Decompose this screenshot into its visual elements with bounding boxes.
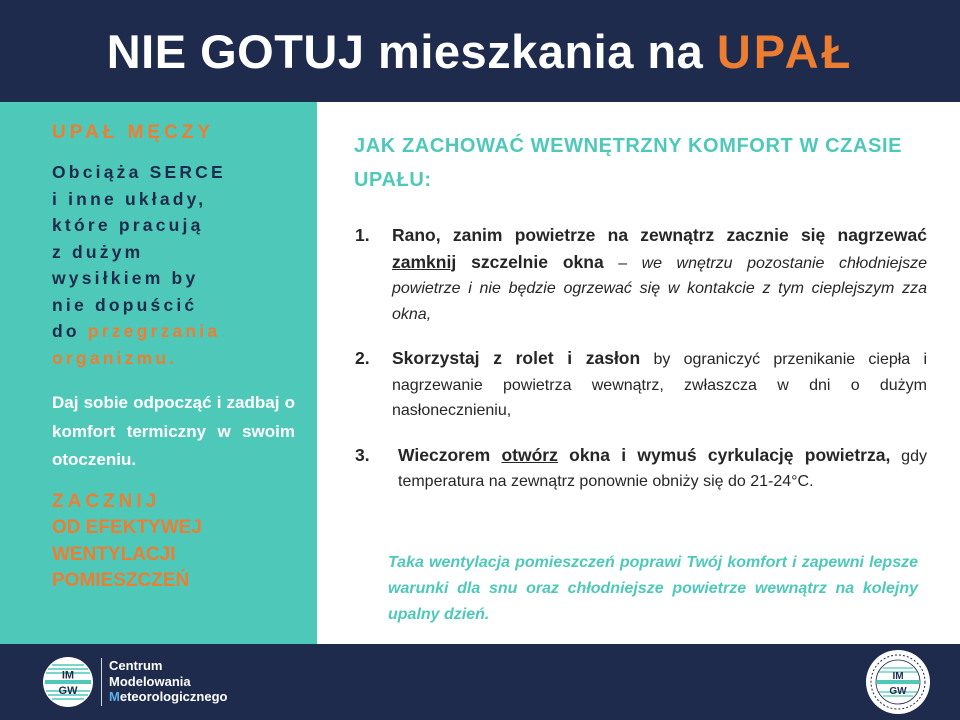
left-body-line: nie dopuścić	[52, 294, 198, 315]
left-body-line: wysiłkiem by	[52, 268, 199, 288]
right-panel	[317, 102, 960, 644]
org-line: Centrum	[109, 658, 163, 673]
organization-name	[109, 658, 227, 705]
item-number: 1.	[355, 225, 370, 245]
left-body-line: które pracują	[52, 215, 204, 235]
left-panel	[0, 102, 317, 644]
left-body-2: Daj sobie odpocząć i zadbaj o komfort termiczny w swoim otoczeniu.	[52, 393, 295, 469]
left-body-line: i inne układy,	[52, 188, 207, 209]
item-dash: –	[603, 254, 642, 272]
org-line: Modelowania	[109, 673, 191, 689]
item-text	[392, 443, 927, 495]
item-normal-text: gdy temperatura na zewnątrz ponownie obniży się do 21-24°C.	[398, 447, 927, 490]
left-body-1	[52, 159, 295, 371]
org-line-rest: eteorologicznego	[119, 689, 228, 704]
header-bar	[0, 0, 960, 102]
footer-bar	[0, 644, 960, 720]
list-item	[355, 443, 927, 495]
item-text	[392, 223, 927, 327]
item-bold-text: Rano, zanim powietrze na zewnątrz zacznie się nagrzewać	[392, 225, 927, 245]
cta-line: WENTYLACJI	[52, 543, 176, 565]
org-line	[109, 689, 227, 705]
item-italic-text: we wnętrzu pozostanie chłodniejsze powietrze i nie będzie ogrzewać się w kontakcie z tym cieplejszym zza okna,	[392, 254, 928, 323]
cta-line: OD EFEKTYWEJ	[52, 517, 202, 538]
left-body-line: do	[52, 321, 88, 341]
left-body-accent: przegrzania	[87, 321, 221, 341]
left-body-line: z dużym	[52, 241, 144, 262]
page-title	[107, 24, 854, 79]
title-main: NIE GOTUJ mieszkania na	[106, 24, 717, 78]
right-title: JAK ZACHOWAĆ WEWNĘTRZNY KOMFORT W CZASIE UPAŁU:	[354, 135, 903, 191]
left-body-accent: organizmu.	[52, 347, 178, 368]
item-normal-text: by ograniczyć przenikanie ciepła i nagrzewanie powietrza wewnątrz, zwłaszcza w dni o dużym nasłonecznieniu,	[392, 351, 928, 419]
item-number: 3.	[355, 444, 370, 465]
list-item	[355, 223, 927, 327]
imgw-seal-icon	[865, 649, 931, 715]
seal-text-top: IM	[892, 671, 904, 682]
imgw-logo	[42, 656, 94, 708]
title-accent: UPAŁ	[716, 24, 854, 78]
left-heading: UPAŁ MĘCZY	[52, 122, 215, 143]
item-bold-text: Skorzystaj z rolet i zasłon	[392, 348, 641, 368]
item-number: 2.	[355, 348, 370, 368]
item-underlined-text: otwórz	[501, 444, 558, 465]
cta-line: POMIESZCZEŃ	[52, 570, 190, 591]
org-initial: M	[109, 689, 120, 704]
logo-text-bottom: GW	[58, 685, 78, 697]
logo-text-top: IM	[61, 669, 75, 682]
logo-divider	[101, 658, 102, 706]
cta-line: ZACZNIJ	[52, 490, 161, 512]
left-body-line: Obciąża SERCE	[52, 162, 226, 182]
item-underlined-text: zamknij	[392, 251, 457, 272]
tips-list	[355, 223, 927, 514]
item-text	[392, 346, 927, 424]
item-bold-text: okna i wymuś cyrkulację powietrza,	[557, 444, 891, 465]
left-call-to-action	[52, 489, 295, 595]
item-bold-text: Wieczorem	[398, 444, 502, 465]
footer-note: Taka wentylacja pomieszczeń poprawi Twój komfort i zapewni lepsze warunki dla snu oraz chłodniejsze powietrze wewnątrz na kolejny upalny dzień.	[388, 554, 918, 623]
item-bold-text: szczelnie okna	[456, 251, 604, 272]
seal-text-bottom: GW	[889, 686, 907, 697]
list-item	[355, 346, 927, 424]
